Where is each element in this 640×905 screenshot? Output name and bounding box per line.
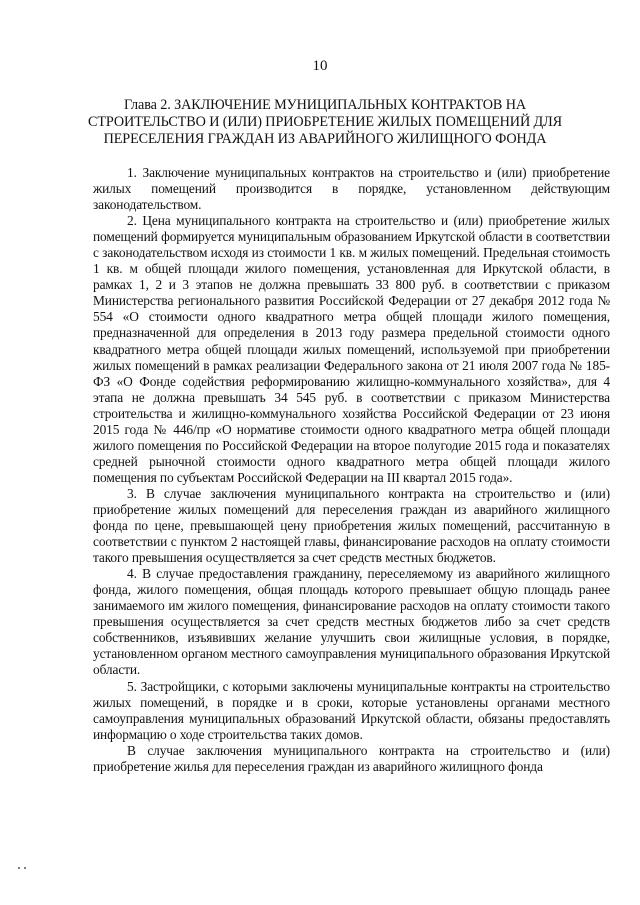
paragraph-2: 2. Цена муниципального контракта на строительство и (или) приобретение жилых помещений формируется муниципальным образованием Иркутской области в соответствии с законодательством исходя из стоимости 1 кв. м жилых помещений. Предельная стоимость 1 кв. м общей площади жилого помещения, установленная для Иркутской области, в рамках 1, 2 и 3 этапов не должна превышать 33 800 руб. в соответствии с приказом Министерства регионального развития Российской Федерации от 27 декабря 2012 года № 554 «О стоимости одного квадратного метра общей площади жилого помещения, предназначенной для определения в 2013 году размера предельной стоимости одного квадратного метра общей площади жилых помещений, используемой при приобретении жилых помещений в рамках реализации Федерального закона от 21 июля 2007 года № 185-ФЗ «О Фонде содействия реформированию жилищно-коммунального хозяйства», для 4 этапа не должна превышать 34 545 руб. в соответствии с приказом Министерства строительства и жилищно-коммунального хозяйства Российской Федерации от 23 июня 2015 года № 446/пр «О нормативе стоимости одного квадратного метра общей площади жилого помещения по Российской Федерации на второе полугодие 2015 года и показателях средней рыночной стоимости одного квадратного метра общей площади жилого помещения по субъектам Российской Федерации на III квартал 2015 года». <box>93 213 610 485</box>
page-number: 10 <box>312 58 328 74</box>
chapter-title: Глава 2. ЗАКЛЮЧЕНИЕ МУНИЦИПАЛЬНЫХ КОНТРАКТОВ НА СТРОИТЕЛЬСТВО И (ИЛИ) ПРИОБРЕТЕНИЕ ЖИЛЫХ ПОМЕЩЕНИЙ ДЛЯ ПЕРЕСЕЛЕНИЯ ГРАЖДАН ИЗ АВАРИЙНОГО ЖИЛИЩНОГО ФОНДА <box>87 97 563 147</box>
paragraph-1: 1. Заключение муниципальных контрактов на строительство и (или) приобретение жилых помещений производится в порядке, установленном действующим законодательством. <box>93 165 610 213</box>
paragraph-5: 5. Застройщики, с которыми заключены муниципальные контракты на строительство жилых помещений, в порядке и в сроки, которые установлены органами местного самоуправления муниципальных образований Иркутской области, обязаны предоставлять информацию о ходе строительства таких домов. <box>93 678 610 742</box>
scan-mark <box>18 856 40 859</box>
paragraph-3: 3. В случае заключения муниципального контракта на строительство и (или) приобретение жилых помещений для переселения граждан из аварийного жилищного фонда по цене, превышающей цену приобретения жилых помещений, рассчитанную в соответствии с пунктом 2 настоящей главы, финансирование расходов на оплату стоимости такого превышения осуществляется за счет средств местных бюджетов. <box>93 485 610 566</box>
document-body <box>93 165 610 775</box>
paragraph-4: 4. В случае предоставления гражданину, переселяемому из аварийного жилищного фонда, жилого помещения, общая площадь которого превышает общую площадь ранее занимаемого им жилого помещения, финансирование расходов на оплату стоимости такого превышения осуществляется за счет средств местных бюджетов либо за счет средств собственников, изъявивших желание улучшить свои жилищные условия, в порядке, установленном органом местного самоуправления муниципального образования Иркутской области. <box>93 566 610 678</box>
paragraph-6: В случае заключения муниципального контракта на строительство и (или) приобретение жилья для переселения граждан из аварийного жилищного фонда <box>93 742 610 774</box>
